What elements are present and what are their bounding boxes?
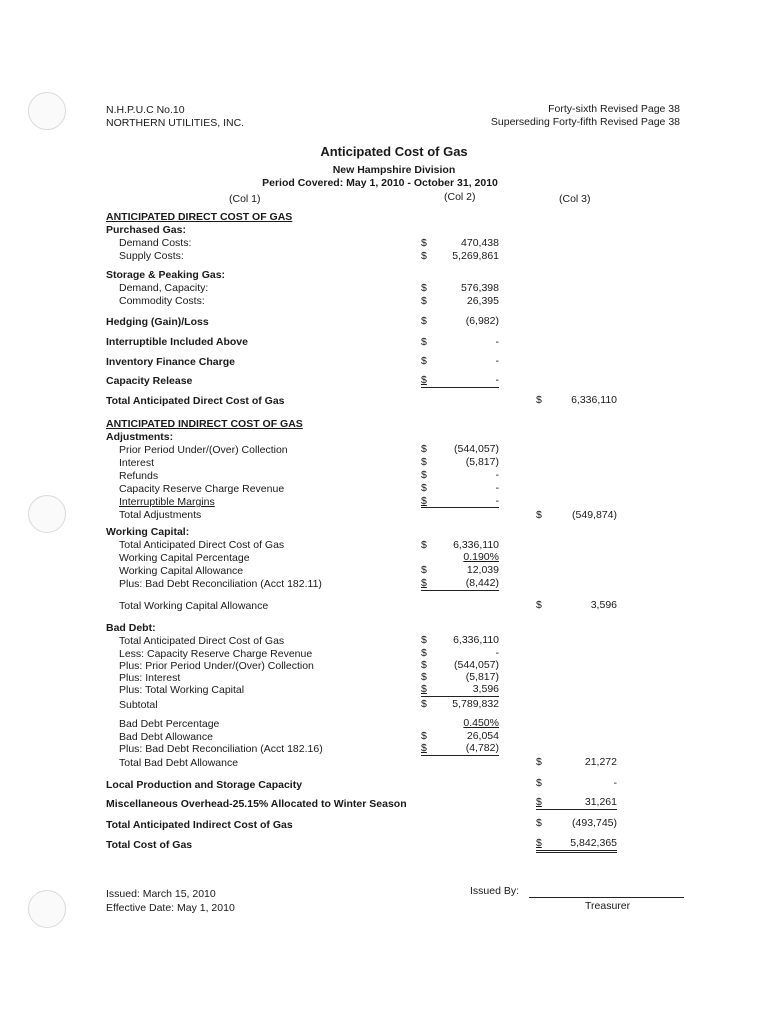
bd-percentage-label: Bad Debt Percentage	[119, 718, 220, 730]
column-header-3: (Col 3)	[559, 193, 591, 205]
wc-bad-debt-recon-value: (8,442)	[465, 577, 499, 589]
dollar-sign: $	[421, 315, 427, 327]
issued-date: Issued: March 15, 2010	[106, 888, 216, 900]
wc-allowance-value: 12,039	[466, 564, 499, 576]
dollar-sign: $	[421, 336, 427, 348]
total-wc-label: Total Working Capital Allowance	[119, 600, 269, 612]
bd-wc-value: 3,596	[472, 683, 499, 695]
subtotal-rule	[421, 387, 499, 388]
bd-allowance-value: 26,054	[466, 730, 499, 742]
dollar-sign: $	[536, 837, 542, 849]
dollar-sign: $	[536, 599, 542, 611]
demand-costs-value: 470,438	[461, 237, 499, 249]
refunds-label: Refunds	[119, 470, 159, 482]
company-name: NORTHERN UTILITIES, INC.	[106, 117, 245, 129]
subtotal-rule	[536, 809, 617, 810]
capacity-reserve-value: -	[495, 482, 499, 494]
dollar-sign: $	[421, 295, 427, 307]
interruptible-margins-value: -	[495, 495, 499, 507]
commodity-costs-value: 26,395	[466, 295, 499, 307]
dollar-sign: $	[421, 564, 427, 576]
wc-direct-label: Total Anticipated Direct Cost of Gas	[119, 539, 285, 551]
misc-overhead-value: 31,261	[584, 796, 617, 808]
wc-bad-debt-recon-label: Plus: Bad Debt Reconciliation (Acct 182.11)	[119, 578, 322, 590]
bd-direct-value: 6,336,110	[453, 634, 499, 646]
subtotal-rule	[421, 755, 499, 756]
local-production-value: -	[613, 777, 617, 789]
dollar-sign: $	[421, 443, 427, 455]
punch-hole-top	[28, 92, 66, 130]
dollar-sign: $	[536, 777, 542, 789]
dollar-sign: $	[421, 374, 427, 386]
bd-prior-value: (544,057)	[454, 659, 499, 671]
dollar-sign: $	[421, 469, 427, 481]
column-header-1: (Col 1)	[229, 193, 261, 205]
dollar-sign: $	[421, 539, 427, 551]
dollar-sign: $	[421, 482, 427, 494]
inventory-finance-value: -	[495, 355, 499, 367]
total-direct-label: Total Anticipated Direct Cost of Gas	[106, 395, 285, 407]
total-cost-value: 5,842,365	[570, 837, 617, 849]
tariff-number: N.H.P.U.C No.10	[106, 104, 185, 116]
wc-allowance-label: Working Capital Allowance	[119, 565, 244, 577]
treasurer-title: Treasurer	[585, 900, 631, 912]
issued-by-label: Issued By:	[470, 885, 520, 897]
bd-prior-label: Plus: Prior Period Under/(Over) Collection	[119, 660, 314, 672]
punch-hole-bottom	[28, 890, 66, 928]
dollar-sign: $	[536, 509, 542, 521]
dollar-sign: $	[421, 250, 427, 262]
interruptible-margins-label: Interruptible Margins	[119, 496, 215, 508]
working-capital-heading: Working Capital:	[106, 526, 190, 538]
dollar-sign: $	[421, 698, 427, 710]
total-double-rule-top	[536, 850, 617, 851]
effective-date: Effective Date: May 1, 2010	[106, 902, 235, 914]
division: New Hampshire Division	[332, 164, 456, 176]
purchased-gas-heading: Purchased Gas:	[106, 224, 186, 236]
commodity-costs-label: Commodity Costs:	[119, 295, 205, 307]
demand-capacity-value: 576,398	[461, 282, 499, 294]
total-bd-value: 21,272	[584, 756, 617, 768]
demand-costs-label: Demand Costs:	[119, 237, 192, 249]
dollar-sign: $	[421, 647, 427, 659]
total-bd-label: Total Bad Debt Allowance	[119, 757, 239, 769]
bd-recon-value: (4,782)	[465, 742, 499, 754]
bd-capacity-label: Less: Capacity Reserve Charge Revenue	[119, 648, 313, 660]
bd-interest-value: (5,817)	[465, 671, 499, 683]
wc-percentage-label: Working Capital Percentage	[119, 552, 250, 564]
supply-costs-value: 5,269,861	[452, 250, 499, 262]
prior-period-label: Prior Period Under/(Over) Collection	[119, 444, 288, 456]
dollar-sign: $	[421, 577, 427, 589]
capacity-release-value: -	[495, 374, 499, 386]
dollar-sign: $	[421, 634, 427, 646]
wc-percentage-value: 0.190%	[463, 551, 499, 563]
dollar-sign: $	[421, 355, 427, 367]
subtotal-label: Subtotal	[119, 699, 158, 711]
total-wc-value: 3,596	[590, 599, 617, 611]
misc-overhead-label: Miscellaneous Overhead-25.15% Allocated to Winter Season	[106, 798, 407, 810]
punch-hole-middle	[28, 495, 66, 533]
total-adjustments-value: (549,874)	[572, 509, 617, 521]
bd-allowance-label: Bad Debt Allowance	[119, 731, 213, 743]
total-indirect-label: Total Anticipated Indirect Cost of Gas	[106, 819, 293, 831]
bad-debt-heading: Bad Debt:	[106, 622, 156, 634]
prior-period-value: (544,057)	[454, 443, 499, 455]
superseding-revision: Superseding Forty-fifth Revised Page 38	[490, 116, 680, 128]
bd-recon-label: Plus: Bad Debt Reconciliation (Acct 182.16)	[119, 743, 323, 755]
bd-percentage-value: 0.450%	[463, 717, 499, 729]
wc-direct-value: 6,336,110	[453, 539, 499, 551]
subtotal-rule	[421, 590, 499, 591]
adjustments-heading: Adjustments:	[106, 431, 174, 443]
dollar-sign: $	[536, 394, 542, 406]
dollar-sign: $	[536, 796, 542, 808]
page-revision: Forty-sixth Revised Page 38	[548, 103, 680, 115]
bd-capacity-value: -	[495, 647, 499, 659]
dollar-sign: $	[421, 659, 427, 671]
total-double-rule-bottom	[536, 852, 617, 853]
demand-capacity-label: Demand, Capacity:	[119, 282, 209, 294]
storage-peaking-heading: Storage & Peaking Gas:	[106, 269, 226, 281]
interruptible-value: -	[495, 336, 499, 348]
subtotal-rule	[421, 696, 499, 697]
total-cost-label: Total Cost of Gas	[106, 839, 193, 851]
dollar-sign: $	[421, 671, 427, 683]
dollar-sign: $	[536, 817, 542, 829]
hedging-value: (6,982)	[465, 315, 499, 327]
dollar-sign: $	[421, 456, 427, 468]
dollar-sign: $	[421, 683, 427, 695]
total-indirect-value: (493,745)	[572, 817, 617, 829]
subtotal-value: 5,789,832	[452, 698, 499, 710]
interruptible-label: Interruptible Included Above	[106, 336, 248, 348]
bd-direct-label: Total Anticipated Direct Cost of Gas	[119, 635, 285, 647]
local-production-label: Local Production and Storage Capacity	[106, 779, 303, 791]
interest-value: (5,817)	[465, 456, 499, 468]
total-adjustments-label: Total Adjustments	[119, 509, 202, 521]
inventory-finance-label: Inventory Finance Charge	[106, 356, 235, 368]
dollar-sign: $	[421, 742, 427, 754]
capacity-release-label: Capacity Release	[106, 375, 193, 387]
subtotal-rule	[421, 507, 499, 508]
refunds-value: -	[495, 469, 499, 481]
dollar-sign: $	[421, 237, 427, 249]
dollar-sign: $	[536, 756, 542, 768]
capacity-reserve-label: Capacity Reserve Charge Revenue	[119, 483, 285, 495]
supply-costs-label: Supply Costs:	[119, 250, 184, 262]
total-direct-value: 6,336,110	[571, 394, 617, 406]
bd-interest-label: Plus: Interest	[119, 672, 181, 684]
signature-line	[529, 897, 684, 898]
dollar-sign: $	[421, 282, 427, 294]
bd-wc-label: Plus: Total Working Capital	[119, 684, 245, 696]
period-covered: Period Covered: May 1, 2010 - October 31, 2010	[262, 177, 498, 189]
direct-cost-heading: ANTICIPATED DIRECT COST OF GAS	[106, 211, 293, 223]
page-title: Anticipated Cost of Gas	[320, 144, 468, 159]
hedging-label: Hedging (Gain)/Loss	[106, 316, 209, 328]
dollar-sign: $	[421, 730, 427, 742]
interest-label: Interest	[119, 457, 155, 469]
indirect-cost-heading: ANTICIPATED INDIRECT COST OF GAS	[106, 418, 303, 430]
dollar-sign: $	[421, 495, 427, 507]
column-header-2: (Col 2)	[444, 191, 476, 203]
